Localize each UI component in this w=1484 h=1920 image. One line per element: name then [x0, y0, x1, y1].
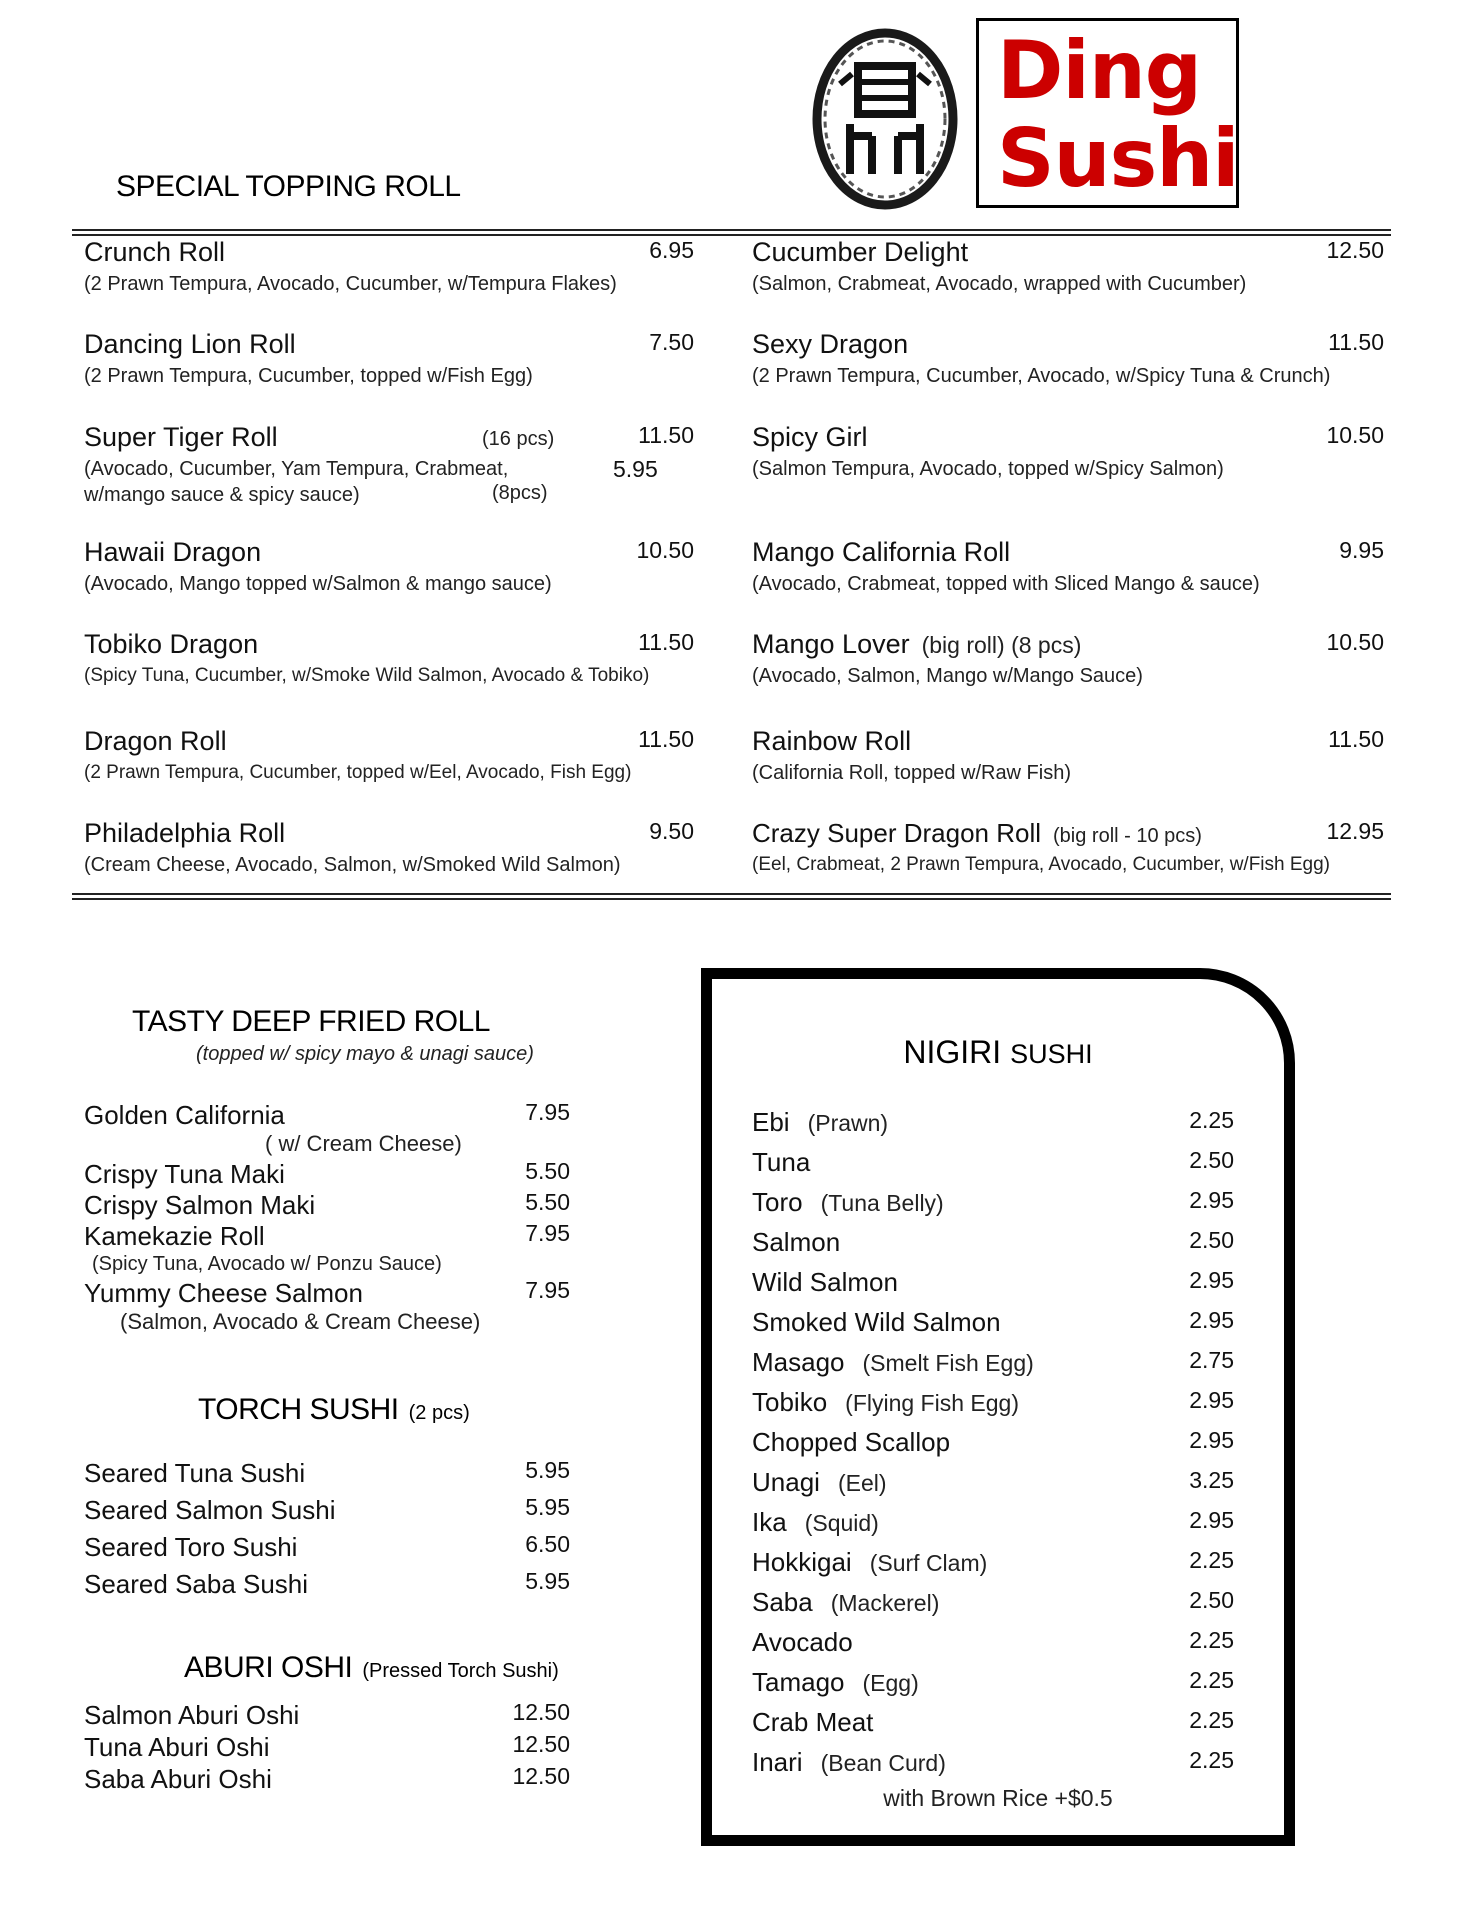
nigiri-item	[752, 1667, 1234, 1703]
item-desc: (Avocado, Crabmeat, topped with Sliced Mango & sauce)	[752, 573, 1260, 595]
item-name: Hawaii Dragon	[84, 537, 262, 567]
menu-item	[752, 818, 1384, 900]
nigiri-item	[752, 1267, 1234, 1303]
menu-item	[84, 818, 694, 900]
nigiri-price: 2.50	[1189, 1587, 1234, 1613]
ding-seal-logo-icon	[810, 24, 960, 214]
nigiri-note: (Mackerel)	[830, 1590, 940, 1616]
item-size-note: (16 pcs)	[482, 428, 555, 450]
menu-item-price: 7.95	[525, 1099, 570, 1125]
item-price: 9.50	[649, 818, 694, 844]
item-price: 12.50	[1326, 237, 1384, 263]
aburi-title-note: (Pressed Torch Sushi)	[362, 1660, 559, 1682]
menu-item-price: 7.95	[525, 1277, 570, 1303]
nigiri-item	[752, 1467, 1234, 1503]
item-name: Spicy Girl	[752, 422, 868, 452]
nigiri-price: 2.50	[1189, 1147, 1234, 1173]
item-desc: (Cream Cheese, Avocado, Salmon, w/Smoked Wild Salmon)	[84, 854, 621, 876]
nigiri-name-text: Saba	[752, 1587, 813, 1617]
menu-item	[752, 237, 1384, 319]
item-name: Tobiko Dragon	[84, 629, 259, 659]
item-name: Philadelphia Roll	[84, 818, 286, 848]
item-name: Dancing Lion Roll	[84, 329, 296, 359]
nigiri-name-text: Ika	[752, 1507, 787, 1537]
nigiri-name-text: Unagi	[752, 1467, 820, 1497]
bottom-divider	[72, 893, 1391, 900]
item-desc: (2 Prawn Tempura, Avocado, Cucumber, w/Tempura Flakes)	[84, 273, 617, 295]
item-name: Dragon Roll	[84, 726, 227, 756]
nigiri-name-text: Salmon	[752, 1227, 841, 1257]
nigiri-title-text: NIGIRI	[903, 1034, 1002, 1070]
nigiri-price: 2.25	[1189, 1667, 1234, 1693]
nigiri-title-small: SUSHI	[1010, 1039, 1093, 1069]
aburi-title-text: ABURI OSHI	[184, 1651, 353, 1684]
item-name: Mango California Roll	[752, 537, 1011, 567]
menu-item	[84, 237, 694, 319]
item-price: 10.50	[1326, 422, 1384, 448]
nigiri-name-text: Tuna	[752, 1147, 811, 1177]
special-topping-title: SPECIAL TOPPING ROLL	[116, 170, 461, 203]
menu-item	[752, 329, 1384, 411]
nigiri-price: 2.95	[1189, 1387, 1234, 1413]
nigiri-name	[752, 1507, 879, 1538]
item-desc: (2 Prawn Tempura, Cucumber, Avocado, w/Spicy Tuna & Crunch)	[752, 365, 1331, 387]
menu-item-desc: (Salmon, Avocado & Cream Cheese)	[120, 1309, 481, 1334]
menu-item-price: 5.50	[525, 1189, 570, 1215]
nigiri-name	[752, 1147, 828, 1178]
nigiri-name	[752, 1667, 919, 1698]
menu-item-desc: ( w/ Cream Cheese)	[265, 1131, 462, 1156]
item-price: 11.50	[1328, 726, 1384, 752]
item-name-text: Mango Lover	[752, 629, 910, 659]
nigiri-name	[752, 1307, 1019, 1338]
item-price: 11.50	[638, 422, 694, 448]
nigiri-name-text: Chopped Scallop	[752, 1427, 951, 1457]
menu-item	[84, 422, 694, 512]
nigiri-note: (Tuna Belly)	[820, 1190, 944, 1216]
nigiri-note: (Egg)	[862, 1670, 919, 1696]
nigiri-name	[752, 1747, 946, 1778]
item-desc: (Eel, Crabmeat, 2 Prawn Tempura, Avocado, Cucumber, w/Fish Egg)	[752, 854, 1331, 875]
menu-item-price: 12.50	[512, 1699, 570, 1725]
nigiri-note: (Eel)	[837, 1470, 887, 1496]
nigiri-price: 2.95	[1189, 1307, 1234, 1333]
nigiri-price: 2.25	[1189, 1547, 1234, 1573]
item-name: Crunch Roll	[84, 237, 226, 267]
nigiri-footer-note: with Brown Rice +$0.5	[883, 1785, 1113, 1811]
torch-title-text: TORCH SUSHI	[198, 1393, 399, 1426]
menu-item-price: 12.50	[512, 1731, 570, 1757]
menu-item	[752, 629, 1384, 711]
nigiri-name	[752, 1387, 1019, 1418]
nigiri-name	[752, 1627, 871, 1658]
menu-item	[84, 726, 694, 808]
nigiri-item	[752, 1627, 1234, 1663]
menu-item-price: 7.95	[525, 1220, 570, 1246]
item-name: Sexy Dragon	[752, 329, 909, 359]
menu-item	[84, 329, 694, 411]
nigiri-name-text: Crab Meat	[752, 1707, 874, 1737]
nigiri-name-text: Tobiko	[752, 1387, 828, 1417]
nigiri-item	[752, 1147, 1234, 1183]
menu-item-name: Crispy Salmon Maki	[84, 1190, 316, 1220]
nigiri-name-text: Inari	[752, 1747, 803, 1777]
nigiri-price: 2.95	[1189, 1507, 1234, 1533]
menu-item-name: Seared Saba Sushi	[84, 1569, 309, 1599]
nigiri-item	[752, 1307, 1234, 1343]
menu-item	[752, 726, 1384, 808]
nigiri-name	[752, 1547, 987, 1578]
menu-item-price: 5.95	[525, 1457, 570, 1483]
nigiri-note: (Bean Curd)	[820, 1750, 946, 1776]
item-name: Rainbow Roll	[752, 726, 912, 756]
nigiri-name	[752, 1587, 939, 1618]
nigiri-sushi-panel	[701, 968, 1295, 1846]
item-desc: (California Roll, topped w/Raw Fish)	[752, 762, 1072, 784]
menu-item-name: Seared Toro Sushi	[84, 1532, 298, 1562]
item-name	[752, 629, 1081, 660]
nigiri-name	[752, 1187, 944, 1218]
item-name	[752, 818, 1202, 849]
menu-item-name: Kamekazie Roll	[84, 1221, 265, 1251]
menu-item	[84, 629, 694, 711]
nigiri-item	[752, 1747, 1234, 1783]
item-desc: (Avocado, Cucumber, Yam Tempura, Crabmeat,	[84, 458, 509, 480]
nigiri-note: (Flying Fish Egg)	[845, 1390, 1019, 1416]
nigiri-price: 2.25	[1189, 1107, 1234, 1133]
nigiri-item	[752, 1427, 1234, 1463]
menu-item-name: Crispy Tuna Maki	[84, 1159, 285, 1189]
menu-item	[84, 537, 694, 619]
item-size-note-2: (8pcs)	[492, 482, 548, 504]
menu-item-name: Seared Tuna Sushi	[84, 1458, 306, 1488]
nigiri-name-text: Toro	[752, 1187, 803, 1217]
nigiri-note: (Smelt Fish Egg)	[862, 1350, 1034, 1376]
top-divider	[72, 229, 1391, 236]
nigiri-name-text: Ebi	[752, 1107, 790, 1137]
nigiri-note: (Prawn)	[807, 1110, 889, 1136]
deep-fried-subtitle: (topped w/ spicy mayo & unagi sauce)	[196, 1043, 534, 1065]
item-size-note: (big roll - 10 pcs)	[1053, 825, 1202, 847]
item-price-2: 5.95	[613, 456, 658, 482]
item-desc: (Avocado, Mango topped w/Salmon & mango sauce)	[84, 573, 552, 595]
menu-item-price: 5.95	[525, 1494, 570, 1520]
nigiri-price: 2.95	[1189, 1187, 1234, 1213]
nigiri-name-text: Wild Salmon	[752, 1267, 898, 1297]
nigiri-name	[752, 1427, 968, 1458]
nigiri-item	[752, 1187, 1234, 1223]
item-desc: (2 Prawn Tempura, Cucumber, topped w/Eel, Avocado, Fish Egg)	[84, 762, 632, 783]
menu-item-name: Salmon Aburi Oshi	[84, 1700, 300, 1730]
item-price: 11.50	[638, 726, 694, 752]
menu-item-name: Yummy Cheese Salmon	[84, 1278, 363, 1308]
menu-item-name: Saba Aburi Oshi	[84, 1764, 272, 1794]
nigiri-title	[712, 1034, 1284, 1071]
menu-item-price: 5.50	[525, 1158, 570, 1184]
item-desc: (Salmon Tempura, Avocado, topped w/Spicy Salmon)	[752, 458, 1224, 480]
nigiri-price: 3.25	[1189, 1467, 1234, 1493]
item-price: 7.50	[649, 329, 694, 355]
nigiri-price: 2.75	[1189, 1347, 1234, 1373]
item-price: 11.50	[638, 629, 694, 655]
item-name-text: Crazy Super Dragon Roll	[752, 818, 1042, 848]
nigiri-name	[752, 1467, 887, 1498]
menu-item-name: Seared Salmon Sushi	[84, 1495, 336, 1525]
nigiri-name-text: Hokkigai	[752, 1547, 852, 1577]
menu-item-price: 12.50	[512, 1763, 570, 1789]
deep-fried-title: TASTY DEEP FRIED ROLL	[132, 1005, 490, 1038]
nigiri-name-text: Smoked Wild Salmon	[752, 1307, 1001, 1337]
nigiri-price: 2.95	[1189, 1427, 1234, 1453]
item-desc: (Avocado, Salmon, Mango w/Mango Sauce)	[752, 665, 1143, 687]
nigiri-name	[752, 1347, 1034, 1378]
menu-item-price: 6.50	[525, 1531, 570, 1557]
nigiri-item	[752, 1587, 1234, 1623]
item-name: Cucumber Delight	[752, 237, 969, 267]
torch-sushi-title	[198, 1393, 470, 1427]
brand-line-2: Sushi	[997, 112, 1239, 205]
torch-title-note: (2 pcs)	[408, 1402, 470, 1424]
nigiri-name	[752, 1227, 858, 1258]
item-price: 11.50	[1328, 329, 1384, 355]
nigiri-price: 2.25	[1189, 1747, 1234, 1773]
menu-item-name: Golden California	[84, 1100, 285, 1130]
brand-line-1: Ding	[997, 24, 1202, 117]
menu-item-desc: (Spicy Tuna, Avocado w/ Ponzu Sauce)	[92, 1253, 442, 1275]
nigiri-item	[752, 1347, 1234, 1383]
nigiri-item	[752, 1507, 1234, 1543]
item-name: Super Tiger Roll	[84, 422, 278, 452]
nigiri-name	[752, 1707, 891, 1738]
nigiri-note: (Surf Clam)	[869, 1550, 988, 1576]
item-price: 9.95	[1339, 537, 1384, 563]
item-size-note: (big roll) (8 pcs)	[921, 632, 1082, 658]
menu-item	[752, 537, 1384, 619]
aburi-oshi-title	[184, 1651, 559, 1685]
nigiri-name-text: Avocado	[752, 1627, 853, 1657]
item-price: 6.95	[649, 237, 694, 263]
nigiri-item	[752, 1227, 1234, 1263]
nigiri-name-text: Tamago	[752, 1667, 845, 1697]
nigiri-price: 2.95	[1189, 1267, 1234, 1293]
item-price: 12.95	[1326, 818, 1384, 844]
nigiri-name	[752, 1267, 916, 1298]
nigiri-price: 2.50	[1189, 1227, 1234, 1253]
nigiri-item	[752, 1387, 1234, 1423]
nigiri-item	[752, 1547, 1234, 1583]
nigiri-item	[752, 1707, 1234, 1743]
menu-item	[752, 422, 1384, 504]
item-desc-line-2: w/mango sauce & spicy sauce)	[84, 484, 360, 506]
item-desc: (2 Prawn Tempura, Cucumber, topped w/Fish Egg)	[84, 365, 533, 387]
nigiri-name	[752, 1107, 888, 1138]
item-desc: (Salmon, Crabmeat, Avocado, wrapped with Cucumber)	[752, 273, 1247, 295]
item-price: 10.50	[1326, 629, 1384, 655]
brand-logo-box	[976, 18, 1239, 208]
nigiri-note: (Squid)	[804, 1510, 879, 1536]
item-desc: (Spicy Tuna, Cucumber, w/Smoke Wild Salmon, Avocado & Tobiko)	[84, 665, 650, 686]
item-price: 10.50	[636, 537, 694, 563]
nigiri-price: 2.25	[1189, 1627, 1234, 1653]
nigiri-item	[752, 1107, 1234, 1143]
menu-item-price: 5.95	[525, 1568, 570, 1594]
nigiri-name-text: Masago	[752, 1347, 845, 1377]
nigiri-price: 2.25	[1189, 1707, 1234, 1733]
menu-item-name: Tuna Aburi Oshi	[84, 1732, 270, 1762]
